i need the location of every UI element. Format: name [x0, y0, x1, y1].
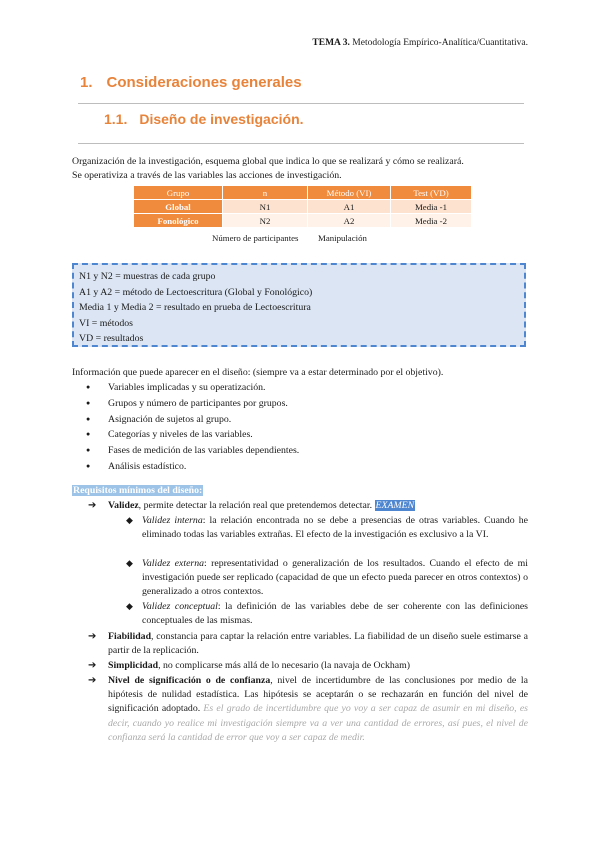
validity-term: Validez: [108, 500, 139, 511]
simplicity-term: Simplicidad: [108, 660, 159, 671]
table-cell: Media -2: [391, 214, 472, 228]
arrow-right-icon: ➔: [88, 500, 97, 511]
list-item: ● Categorías y niveles de las variables.: [86, 427, 299, 443]
requirements-title: Requisitos mínimos del diseño:: [73, 485, 203, 496]
definitions-box: [72, 263, 526, 347]
subsection-number: 1.1.: [104, 111, 128, 127]
header-topic: TEMA 3.: [312, 38, 350, 48]
definition-line: VI = métodos: [79, 317, 133, 329]
table-header-row: [134, 186, 472, 200]
info-intro: Información que puede aparecer en el diseño: (siempre va a estar determinado por el objetivo).: [72, 367, 444, 378]
internal-validity-item: [126, 514, 528, 542]
info-list: [86, 380, 299, 475]
design-table: [134, 186, 472, 228]
section-number: 1.: [80, 74, 93, 91]
list-item: ● Asignación de sujetos al grupo.: [86, 412, 299, 428]
table-cell: Global: [134, 200, 223, 214]
definition-line: VD = resultados: [79, 333, 144, 344]
diamond-icon: ◆: [126, 516, 133, 526]
arrow-right-icon: ➔: [88, 675, 97, 686]
caption-participants: Número de participantes: [212, 233, 299, 243]
table-header: n: [223, 186, 308, 200]
table-row: [134, 214, 472, 228]
simplicity-text: , no complicarse más allá de lo necesario (la navaja de Ockham): [158, 660, 410, 671]
conceptual-validity-item: [126, 600, 528, 628]
definition-line: A1 y A2 = método de Lectoescritura (Global y Fonológico): [79, 286, 313, 298]
intro-line-1: Organización de la investigación, esquema global que indica lo que se realizará y cómo se realizará.: [72, 156, 464, 167]
list-item: ● Variables implicadas y su operatización.: [86, 380, 299, 396]
page-header: [312, 38, 528, 48]
list-item: ● Grupos y número de participantes por grupos.: [86, 396, 299, 412]
external-validity-term: Validez externa: [142, 558, 205, 569]
section-title: Consideraciones generales: [106, 74, 302, 91]
significance-item: [88, 674, 528, 745]
definition-line: Media 1 y Media 2 = resultado en prueba de Lectoescritura: [79, 302, 311, 313]
table-header: Grupo: [134, 186, 223, 200]
reliability-term: Fiabilidad: [108, 631, 152, 642]
significance-note: Es el grado de incertidumbre que yo voy a ser capaz de asumir en mi diseño, es decir, cuando yo realice mi investigación siempre va a ver una cantidad de errores, así pues, el nivel de confianza será la cantidad de error que voy a ser capaz de medir.: [108, 703, 528, 743]
subsection-divider: [78, 143, 524, 144]
significance-text: , nivel de incertidumbre de las conclusiones por medio de la hipótesis de nulidad estadística. Las hipótesis se aceptarán o se rechazarán en función del nivel de significación adoptado.: [108, 675, 529, 715]
arrow-right-icon: ➔: [88, 631, 97, 642]
table-cell: A1: [308, 200, 391, 214]
simplicity-item: [88, 659, 528, 673]
section-divider: [78, 103, 524, 104]
table-header: Test (VD): [391, 186, 472, 200]
table-cell: Media -1: [391, 200, 472, 214]
table-cell: A2: [308, 214, 391, 228]
caption-manipulation: Manipulación: [318, 233, 367, 243]
table-cell: Fonológico: [134, 214, 223, 228]
internal-validity-term: Validez interna: [142, 515, 203, 526]
external-validity-item: [126, 557, 528, 600]
diamond-icon: ◆: [126, 559, 133, 569]
reliability-item: [88, 630, 528, 658]
exam-tag: EXAMEN: [375, 500, 415, 511]
definition-line: N1 y N2 = muestras de cada grupo: [79, 271, 216, 282]
table-cell: N1: [223, 200, 308, 214]
intro-paragraph: [72, 155, 528, 182]
significance-term: Nivel de significación o de confianza: [108, 675, 271, 686]
validity-text: , permite detectar la relación real que pretendemos detectar.: [138, 500, 375, 511]
reliability-text: , constancia para captar la relación entre variables. La fiabilidad de un diseño suele estimarse a partir de la replicación.: [108, 631, 528, 657]
conceptual-validity-text: : la definición de las variables debe de ser coherente con las definiciones conceptuales de las mismas.: [142, 601, 528, 627]
subsection-title: Diseño de investigación.: [139, 111, 304, 127]
subsection-heading: [104, 111, 304, 127]
list-item: ● Análisis estadístico.: [86, 459, 299, 475]
external-validity-text: : representatividad o generalización de los resultados. Cuando el efecto de mi investigación puede ser replicado (capacidad de que un efecto pueda parecer en otros contextos) o generalizado a otros contextos.: [142, 558, 528, 598]
list-item: ● Fases de medición de las variables dependientes.: [86, 443, 299, 459]
table-header: Método (VI): [308, 186, 391, 200]
section-heading: [80, 74, 302, 91]
header-title: Metodología Empírico-Analítica/Cuantitativa.: [349, 38, 528, 48]
conceptual-validity-term: Validez conceptual: [142, 601, 218, 612]
validity-item: [88, 499, 528, 513]
arrow-right-icon: ➔: [88, 660, 97, 671]
table-row: [134, 200, 472, 214]
diamond-icon: ◆: [126, 602, 133, 612]
intro-line-2: Se operativiza a través de las variables las acciones de investigación.: [72, 169, 342, 181]
internal-validity-text: : la relación encontrada no se debe a presencias de otras variables. Cuando he eliminado todas las variables extrañas. El efecto de la investigación es exclusivo a la VI.: [142, 515, 528, 541]
table-cell: N2: [223, 214, 308, 228]
